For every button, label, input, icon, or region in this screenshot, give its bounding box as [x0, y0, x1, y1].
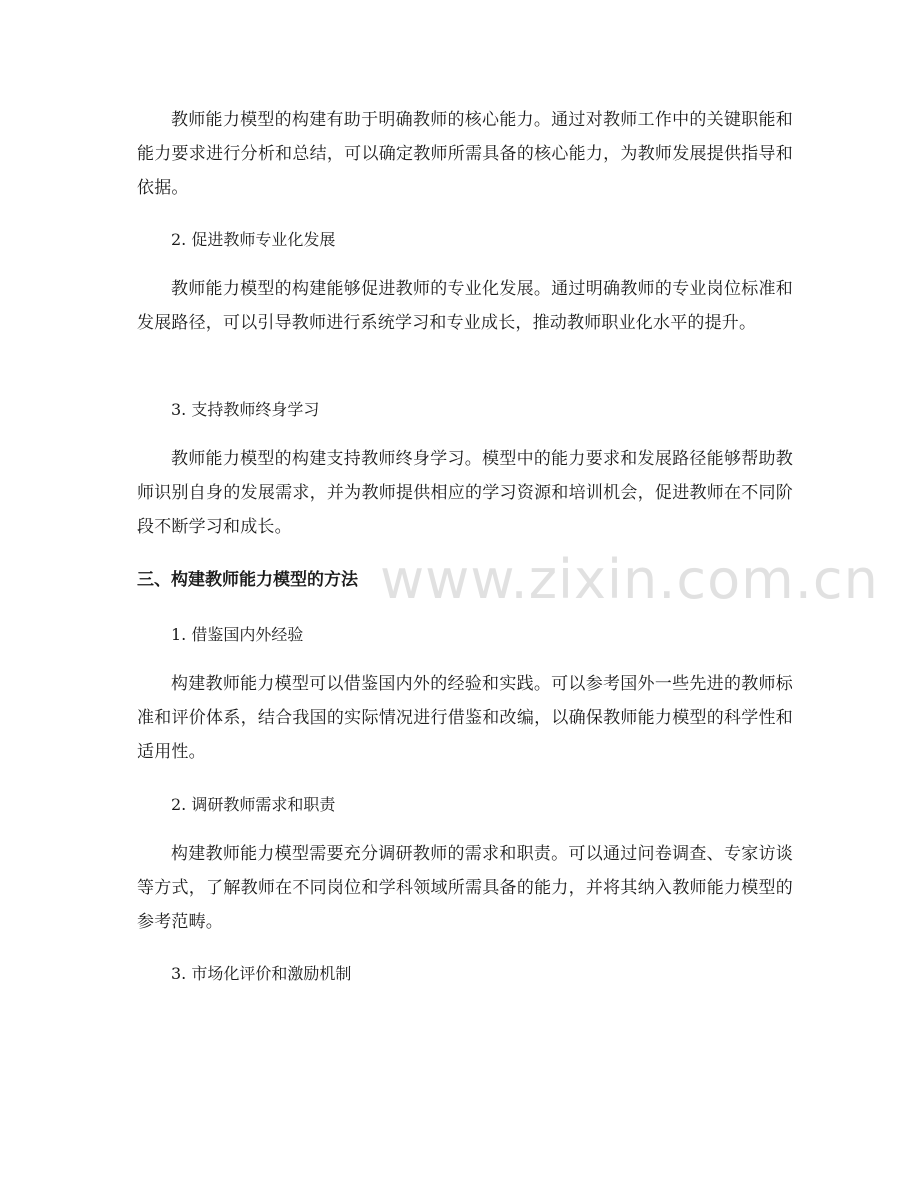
paragraph-lifelong-learning: [137, 442, 793, 544]
subheading-lifelong-learning: [137, 398, 793, 422]
paragraph-text: 构建教师能力模型需要充分调研教师的需求和职责。可以通过问卷调查、专家访谈等方式，了解教师在不同岗位和学科领域所需具备的能力，并将其纳入教师能力模型的参考范畴。: [137, 844, 793, 932]
subheading-professionalization: [137, 228, 793, 252]
watermark: www.zixin.com.cn: [380, 548, 879, 611]
paragraph-core-ability: [137, 103, 793, 205]
paragraph-text: 构建教师能力模型可以借鉴国内外的经验和实践。可以参考国外一些先进的教师标准和评价体系，结合我国的实际情况进行借鉴和改编，以确保教师能力模型的科学性和适用性。: [137, 674, 793, 762]
paragraph-professionalization: [137, 272, 793, 340]
paragraph-experience: [137, 667, 793, 769]
subheading-text: 2. 调研教师需求和职责: [171, 795, 336, 814]
subheading-text: 3. 市场化评价和激励机制: [171, 964, 352, 983]
subheading-experience: [137, 623, 793, 647]
paragraph-text: 教师能力模型的构建支持教师终身学习。模型中的能力要求和发展路径能够帮助教师识别自身的发展需求，并为教师提供相应的学习资源和培训机会，促进教师在不同阶段不断学习和成长。: [137, 449, 793, 537]
subheading-text: 3. 支持教师终身学习: [171, 400, 320, 419]
subheading-text: 2. 促进教师专业化发展: [171, 230, 336, 249]
paragraph-text: 教师能力模型的构建能够促进教师的专业化发展。通过明确教师的专业岗位标准和发展路径，可以引导教师进行系统学习和专业成长，推动教师职业化水平的提升。: [137, 279, 793, 333]
paragraph-text: 教师能力模型的构建有助于明确教师的核心能力。通过对教师工作中的关键职能和能力要求进行分析和总结，可以确定教师所需具备的核心能力，为教师发展提供指导和依据。: [137, 110, 793, 198]
subheading-research: [137, 793, 793, 817]
section-heading-text: 三、构建教师能力模型的方法: [137, 570, 358, 590]
paragraph-research: [137, 837, 793, 939]
subheading-text: 1. 借鉴国内外经验: [171, 625, 304, 644]
subheading-market-evaluation: [137, 962, 793, 986]
